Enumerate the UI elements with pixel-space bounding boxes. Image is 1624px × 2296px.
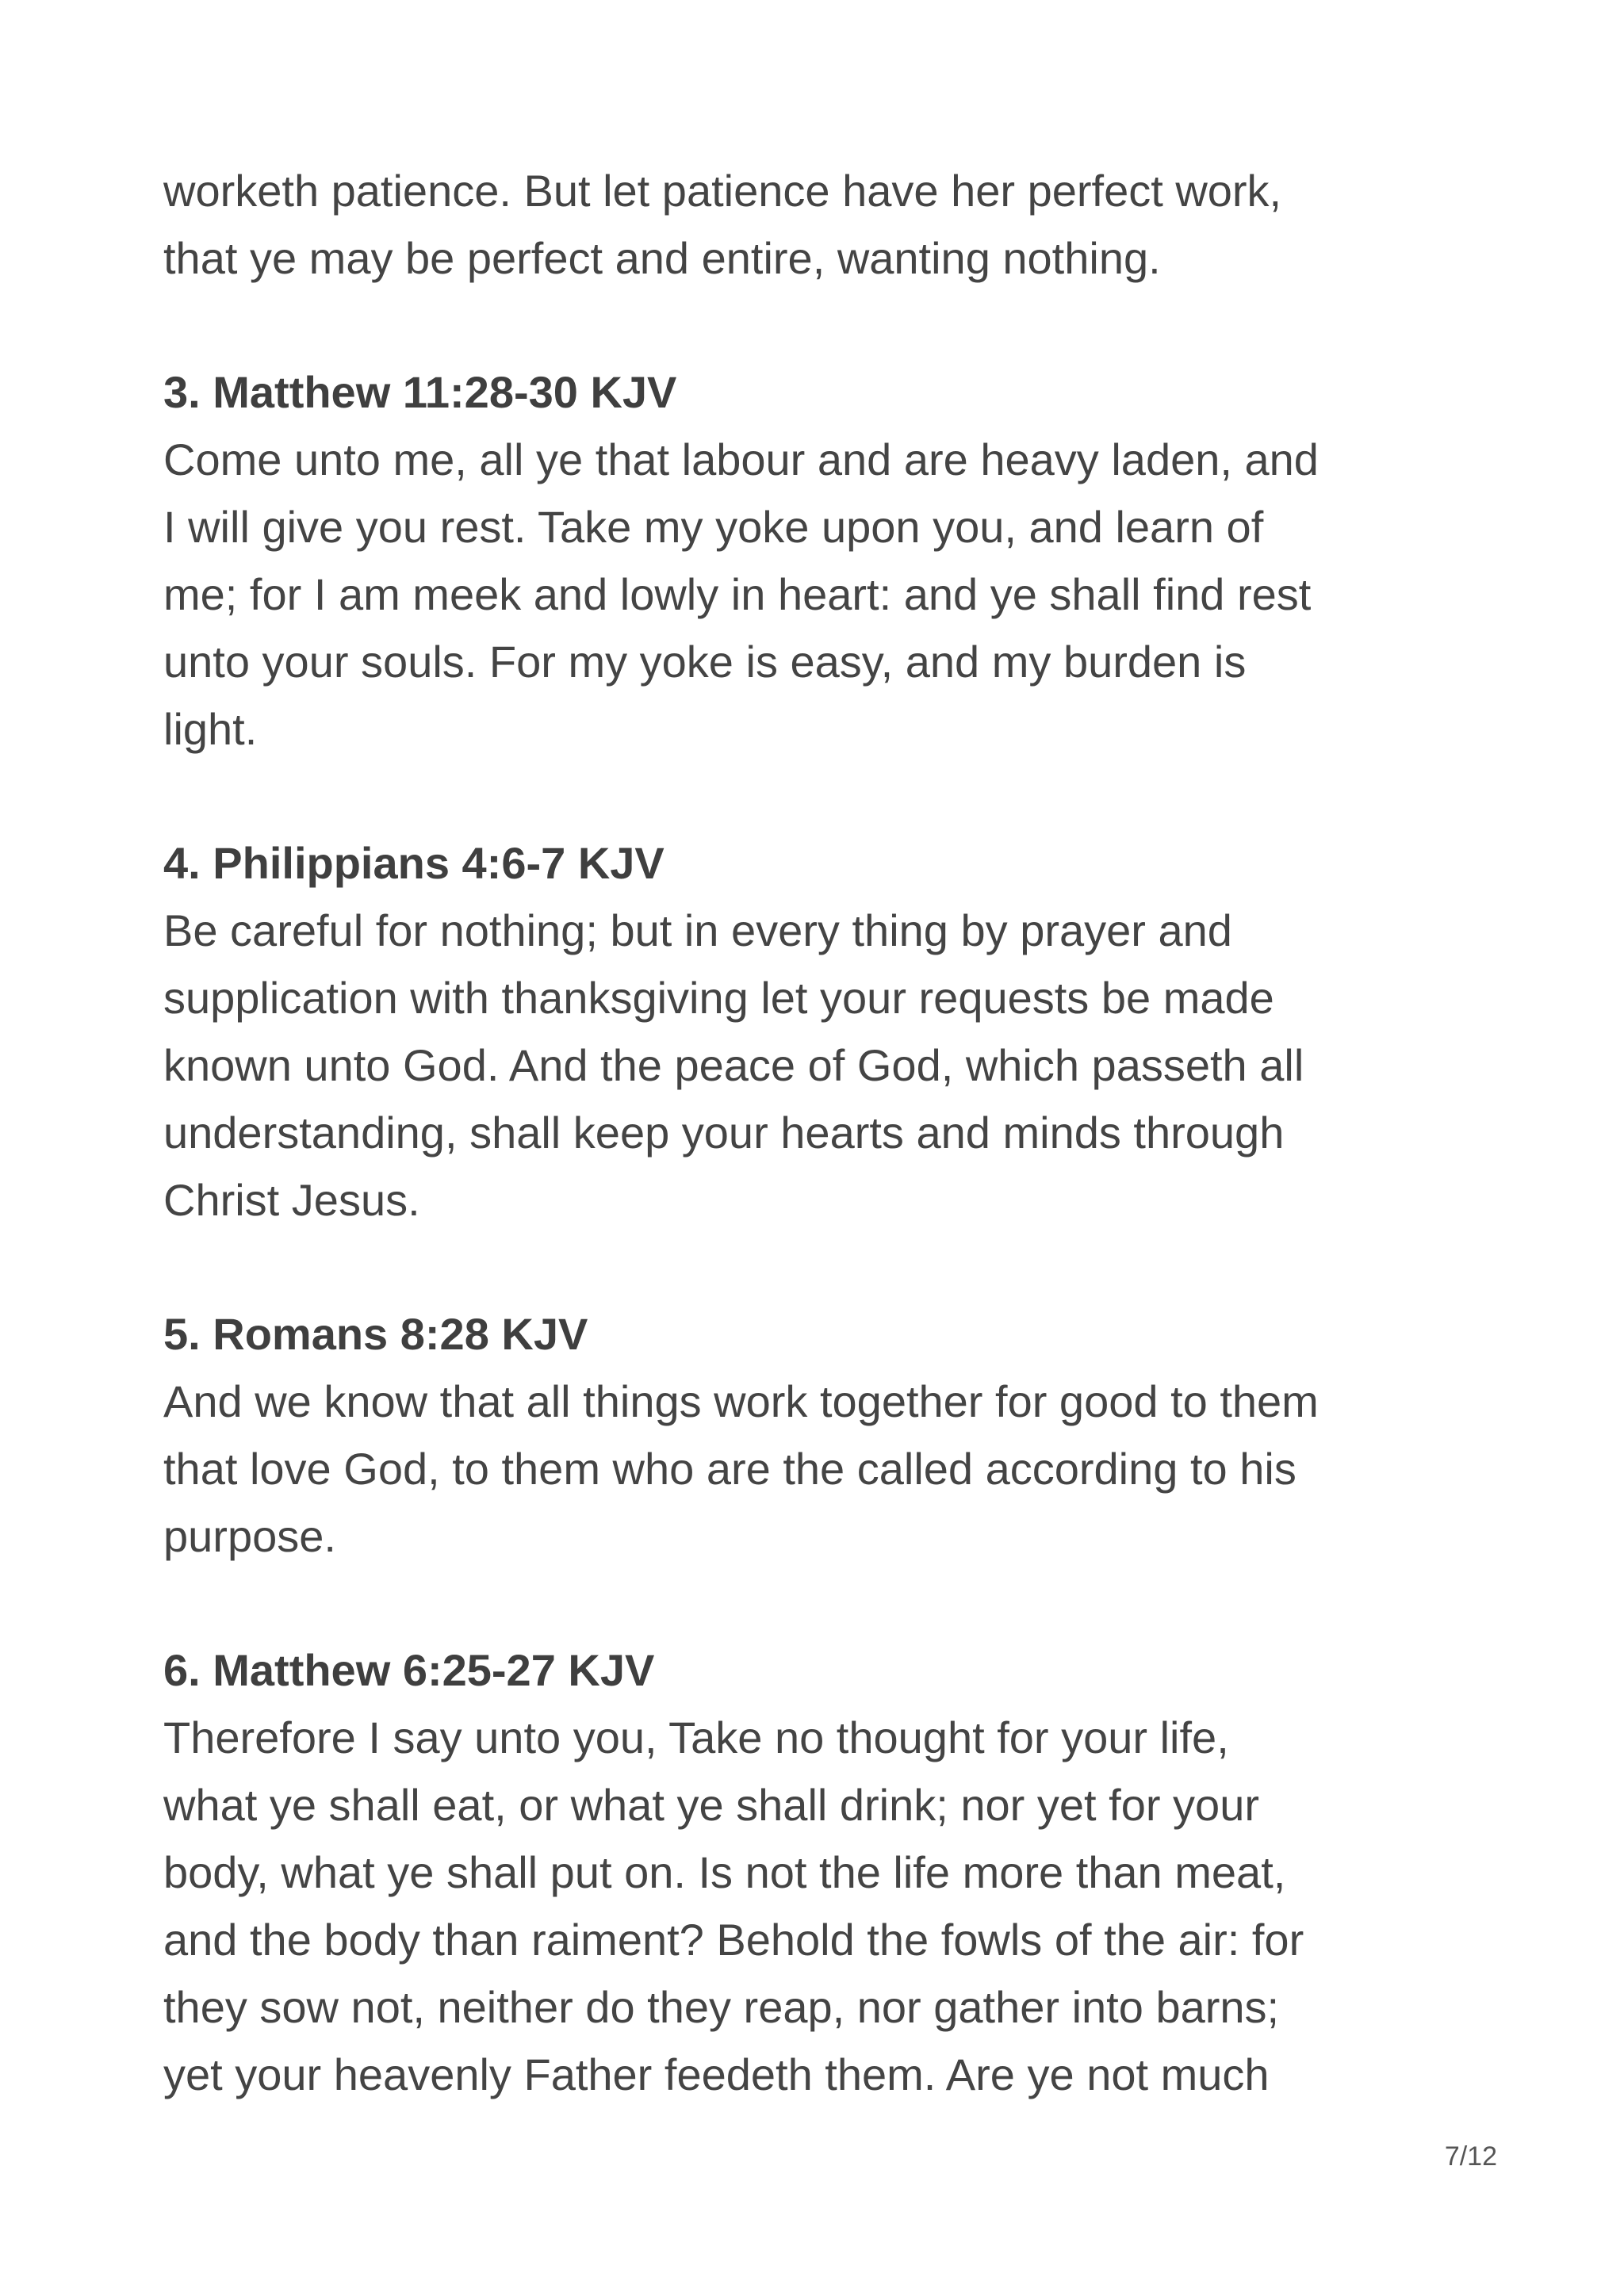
text-line: they sow not, neither do they reap, nor gather into barns; <box>163 1982 1280 2032</box>
verse-text <box>163 1704 1472 2108</box>
verse-heading: 3. Matthew 11:28-30 KJV <box>163 367 677 417</box>
text-line: me; for I am meek and lowly in heart: and ye shall find rest <box>163 569 1312 619</box>
text-line: known unto God. And the peace of God, which passeth all <box>163 1040 1304 1090</box>
text-line: Come unto me, all ye that labour and are heavy laden, and <box>163 434 1319 484</box>
verse-text <box>163 897 1472 1234</box>
text-line: that love God, to them who are the called according to his <box>163 1444 1297 1494</box>
text-line: yet your heavenly Father feedeth them. Are ye not much <box>163 2049 1270 2099</box>
text-line: understanding, shall keep your hearts and minds through <box>163 1108 1285 1158</box>
page-number: 7/12 <box>1444 2141 1497 2172</box>
verse-heading: 6. Matthew 6:25-27 KJV <box>163 1645 655 1695</box>
text-line: purpose. <box>163 1511 336 1561</box>
verse-heading: 4. Philippians 4:6-7 KJV <box>163 838 665 888</box>
text-line: unto your souls. For my yoke is easy, and my burden is <box>163 637 1247 687</box>
text-line: and the body than raiment? Behold the fowls of the air: for <box>163 1915 1304 1965</box>
verse-block-5 <box>163 1300 1472 1570</box>
verse-text <box>163 426 1472 763</box>
verse-block-3 <box>163 358 1472 763</box>
intro-continuation-text <box>163 157 1472 292</box>
verse-heading: 5. Romans 8:28 KJV <box>163 1309 588 1359</box>
text-line: what ye shall eat, or what ye shall drink; nor yet for your <box>163 1780 1259 1830</box>
verse-text <box>163 1368 1472 1570</box>
text-line: Christ Jesus. <box>163 1175 420 1225</box>
text-line: Be careful for nothing; but in every thing by prayer and <box>163 905 1232 955</box>
text-line: body, what ye shall put on. Is not the life more than meat, <box>163 1847 1286 1897</box>
text-line: Therefore I say unto you, Take no thought for your life, <box>163 1712 1229 1762</box>
verse-block-6 <box>163 1636 1472 2108</box>
page-content <box>163 157 1472 2175</box>
text-line: And we know that all things work together for good to them <box>163 1376 1319 1426</box>
text-line: worketh patience. But let patience have her perfect work, <box>163 166 1282 216</box>
text-line: that ye may be perfect and entire, wanting nothing. <box>163 233 1161 283</box>
text-line: supplication with thanksgiving let your requests be made <box>163 973 1274 1023</box>
text-line: light. <box>163 704 258 754</box>
intro-continuation <box>163 157 1472 292</box>
text-line: I will give you rest. Take my yoke upon you, and learn of <box>163 502 1264 552</box>
verse-block-4 <box>163 829 1472 1234</box>
